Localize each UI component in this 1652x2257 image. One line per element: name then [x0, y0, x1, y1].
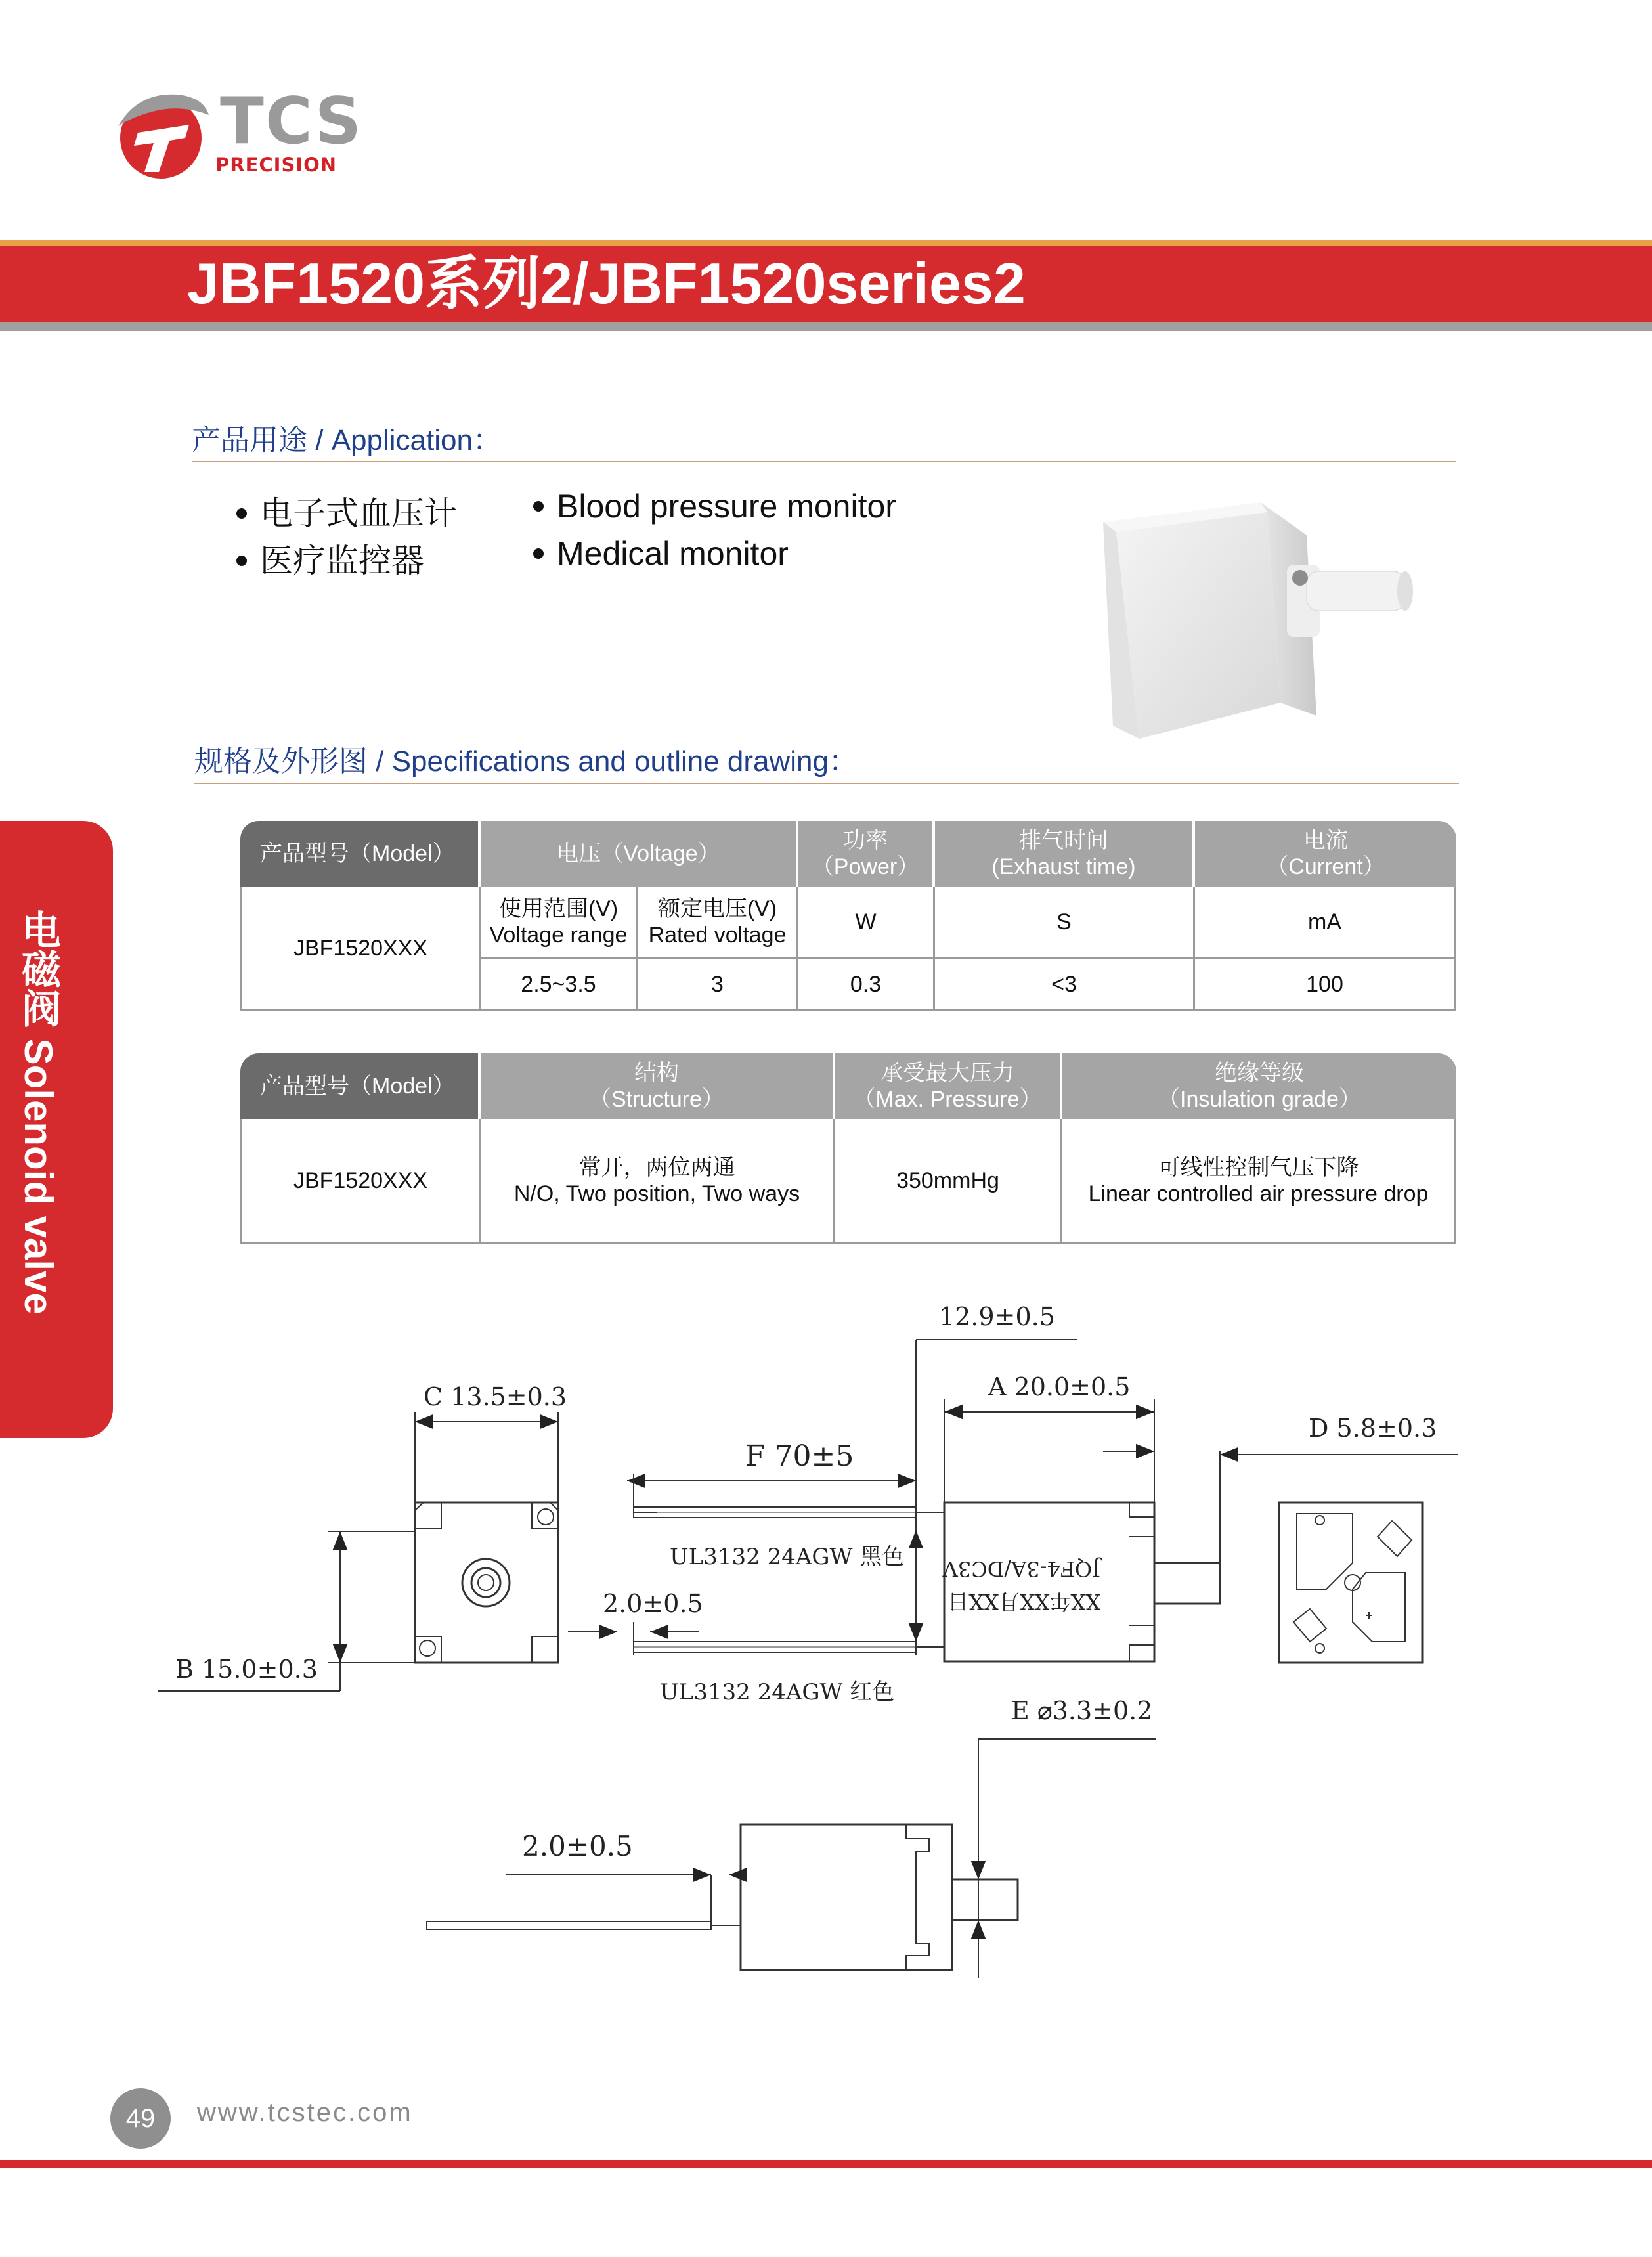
- cell-range-value: 2.5~3.5: [481, 959, 638, 1011]
- application-heading-sep: /: [307, 424, 332, 456]
- cell-range-cn: 使用范围(V): [498, 896, 619, 921]
- page-number: 49: [110, 2088, 171, 2149]
- cell-structure-en: N/O, Two position, Two ways: [513, 1181, 800, 1206]
- specs-heading-cn: 规格及外形图: [194, 745, 368, 778]
- side-view-nozzle: [952, 1879, 1018, 1920]
- dim-a: A 20.0±0.5: [988, 1372, 1131, 1401]
- application-item-label: 电子式血压计: [260, 495, 457, 532]
- side-tab-label: 电磁阀 Solenoid valve: [16, 909, 60, 1315]
- application-item-label: 医疗监控器: [260, 542, 424, 579]
- side-view-body: [741, 1824, 952, 1970]
- cell-pressure: 350mmHg: [835, 1119, 1062, 1244]
- cell-rated-value: 3: [638, 959, 798, 1011]
- specs-heading-sep: /: [368, 745, 392, 778]
- th-insulation-cn: 绝缘等级: [1215, 1061, 1304, 1085]
- cell-structure-cn: 常开，两位两通: [578, 1154, 735, 1180]
- dim-b: B 15.0±0.3: [175, 1655, 318, 1684]
- application-item-label: Medical monitor: [557, 535, 789, 572]
- th-structure-cn: 结构: [634, 1061, 679, 1085]
- th-exhaust-en: (Exhaust time): [991, 854, 1136, 879]
- dim-side-gap: 2.0±0.5: [522, 1830, 633, 1862]
- cell-rated-en: Rated voltage: [648, 922, 787, 948]
- cell-insulation-en: Linear controlled air pressure drop: [1088, 1181, 1429, 1206]
- page-title: JBF1520系列2/JBF1520series2: [187, 251, 1026, 316]
- dim-e: E ⌀3.3±0.2: [1011, 1696, 1153, 1725]
- application-heading-cn: 产品用途: [192, 424, 307, 456]
- dim-wire-gap: 2.0±0.5: [603, 1589, 703, 1618]
- dim-d: D 5.8±0.3: [1309, 1414, 1437, 1443]
- wire-black-label: UL3132 24AGW 黑色: [670, 1544, 905, 1570]
- cell-model: JBF1520XXX: [240, 1119, 481, 1244]
- wire-red-label: UL3132 24AGW 红色: [660, 1679, 895, 1705]
- th-insulation-en: （Insulation grade）: [1158, 1087, 1361, 1112]
- dim-f: F 70±5: [745, 1439, 854, 1473]
- cell-current-value: 100: [1195, 959, 1456, 1011]
- cell-insulation-cn: 可线性控制气压下降: [1158, 1154, 1359, 1180]
- th-model: 产品型号（Model）: [240, 1053, 481, 1119]
- body-label-date: XX年XX月XX日: [947, 1589, 1100, 1614]
- th-voltage: 电压（Voltage）: [481, 821, 798, 887]
- cell-unit-exhaust: S: [935, 887, 1195, 959]
- footer-url: www.tcstec.com: [197, 2098, 413, 2127]
- logo-sub: PRECISION: [215, 154, 337, 176]
- th-pressure-cn: 承受最大压力: [880, 1061, 1014, 1085]
- th-structure-en: （Structure）: [589, 1087, 724, 1112]
- application-item-label: Blood pressure monitor: [557, 488, 896, 525]
- body-label-model: JQF4-3A/DC3V: [942, 1556, 1100, 1581]
- cell-unit-current: mA: [1195, 887, 1456, 959]
- rear-view-body: [1279, 1502, 1422, 1663]
- cell-rated-cn: 额定电压(V): [657, 896, 777, 921]
- cell-range-en: Voltage range: [489, 922, 628, 948]
- th-model: 产品型号（Model）: [240, 821, 481, 887]
- th-exhaust-cn: 排气时间: [1019, 828, 1108, 853]
- dim-c: C 13.5±0.3: [424, 1382, 567, 1411]
- application-heading-en: Application：: [331, 424, 502, 456]
- th-power-en: （Power）: [811, 854, 920, 879]
- th-current-cn: 电流: [1303, 828, 1348, 853]
- cell-model: JBF1520XXX: [240, 887, 481, 1011]
- th-pressure-en: （Max. Pressure）: [853, 1087, 1042, 1112]
- cell-unit-power: W: [798, 887, 935, 959]
- logo-name: TCS: [220, 84, 363, 159]
- front-view-body: [415, 1502, 558, 1663]
- footer-rule: [0, 2160, 1652, 2168]
- th-current-en: （Current）: [1266, 854, 1385, 879]
- top-view-body: [944, 1502, 1154, 1661]
- cell-exhaust-value: <3: [935, 959, 1195, 1011]
- dim-top: 12.9±0.5: [939, 1302, 1055, 1331]
- top-view-nozzle: [1154, 1563, 1220, 1604]
- specs-heading-en: Specifications and outline drawing：: [391, 745, 858, 778]
- cell-power-value: 0.3: [798, 959, 935, 1011]
- th-power-cn: 功率: [843, 828, 888, 853]
